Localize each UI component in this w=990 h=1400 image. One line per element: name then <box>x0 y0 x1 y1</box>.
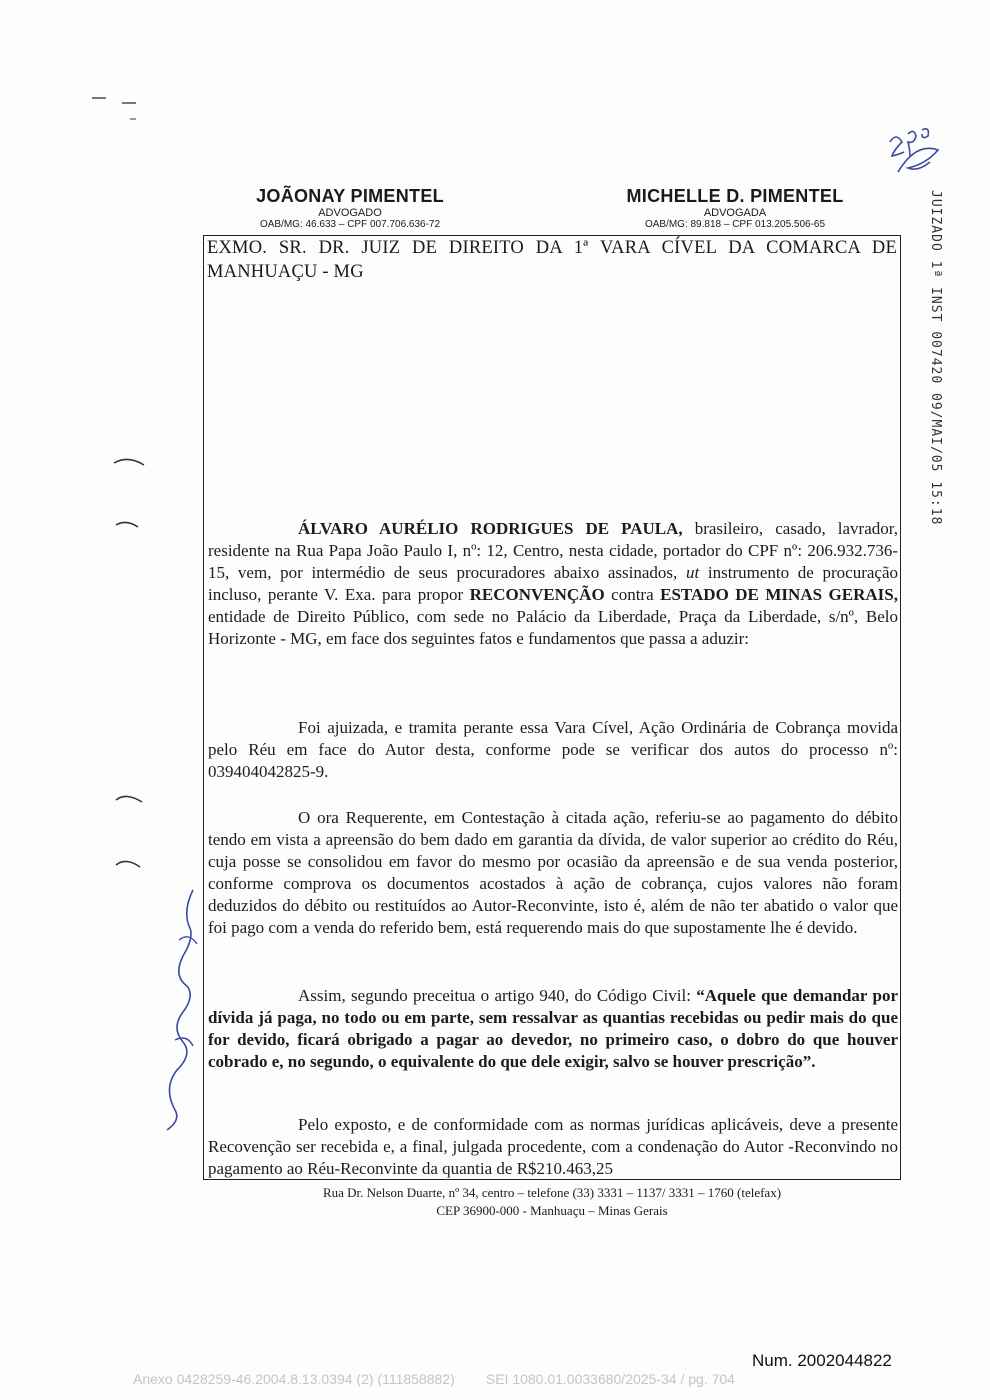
punch-hole-marks-icon <box>110 455 150 885</box>
addressee: EXMO. SR. DR. JUIZ DE DIREITO DA 1ª VARA CÍVEL DA COMARCA DE MANHUAÇU - MG <box>207 238 897 282</box>
paragraph-qualification <box>208 518 898 650</box>
scan-speck <box>130 118 136 120</box>
footer-line-2: CEP 36900-000 - Manhuaçu – Minas Gerais <box>436 1203 668 1218</box>
scan-speck <box>92 97 106 99</box>
action-title: RECONVENÇÃO <box>469 585 605 604</box>
paragraph-text: entidade de Direito Público, com sede no Palácio da Liberdade, Praça da Liberdade, s/nº, Belo Horizonte - MG, em face dos seguintes fatos e fundamentos que passa a aduzir: <box>208 607 898 648</box>
annex-reference: Anexo 0428259-46.2004.8.13.0394 (2) (111858882) SEI 1080.01.0033680/2025-34 / pg. 704 <box>133 1371 735 1387</box>
lawyer-right <box>610 186 860 230</box>
party-name: ÁLVARO AURÉLIO RODRIGUES DE PAULA, <box>298 519 683 538</box>
signature-icon <box>165 880 205 1140</box>
law-quote: “Aquele que demandar por dívida já paga, no todo ou em parte, sem ressalvar as quantias recebidas ou pedir mais do que for devido, ficará obrigado a pagar ao devedor, no primeiro caso, o dobro do que houver cobrado e, no segundo, o equivalente do que dele exigir, salvo se houver prescrição”. <box>208 986 898 1071</box>
lawyer-right-role: ADVOGADA <box>703 207 767 219</box>
lawyer-right-reg: OAB/MG: 89.818 – CPF 013.205.506-65 <box>644 219 826 230</box>
paragraph-text: Assim, segundo preceitua o artigo 940, do Código Civil: <box>298 986 697 1005</box>
defendant-name: ESTADO DE MINAS GERAIS, <box>660 585 898 604</box>
paragraph-law <box>208 985 898 1073</box>
paragraph-italic: ut <box>685 563 700 582</box>
lawyer-left-name: JOÃONAY PIMENTEL <box>256 186 444 206</box>
handwritten-page-number <box>878 112 958 192</box>
lawyer-left-reg: OAB/MG: 46.633 – CPF 007.706.636-72 <box>259 219 441 230</box>
footer-address <box>203 1184 901 1220</box>
paragraph-facts-2: O ora Requerente, em Contestação à citada ação, referiu-se ao pagamento do débito tendo em vista a apreensão do bem dado em garantia da dívida, de valor superior ao crédito do Réu, cuja posse se consolidou em favor do mesmo por ocasião da apreensão e de sua venda posterior, conforme comprova os documentos acostados à ação de cobrança, cujos valores não foram deduzidos do débito ou restituídos ao Autor-Reconvinte, isto é, além de não ter abatido o valor que foi pago com a venda do referido bem, está requerendo mais do que supostamente lhe é devido. <box>208 808 898 937</box>
lawyer-right-name: MICHELLE D. PIMENTEL <box>626 186 844 206</box>
paragraph-request: Pelo exposto, e de conformidade com as normas jurídicas aplicáveis, deve a presente Recovenção ser recebida e, a final, julgada procedente, com a condenação do Autor -Reconvindo no pagamento ao Réu-Reconvinte da quantia de R$210.463,25 <box>208 1115 898 1178</box>
document-number: Num. 2002044822 <box>752 1351 892 1370</box>
paragraph-text: brasileiro, casado, lavrador, residente na Rua Papa João Paulo I, nº: 12, Centro, nesta cidade, portador do CPF nº: 206.932.736-15, vem, por intermédio de seus procuradores abaixo assinados, <box>208 519 898 582</box>
paragraph-facts-1: Foi ajuizada, e tramita perante essa Vara Cível, Ação Ordinária de Cobrança movida pelo Réu em face do Autor desta, conforme pode se verificar dos autos do processo nº: 039404042825-9. <box>208 718 898 781</box>
paragraph-text: contra <box>604 585 661 604</box>
lawyer-left-role: ADVOGADO <box>318 207 382 219</box>
protocol-stamp-text: JUIZADO 1ª INST 007420 09/MAI/05 15:18 <box>928 190 943 526</box>
footer-line-1: Rua Dr. Nelson Duarte, nº 34, centro – telefone (33) 3331 – 1137/ 3331 – 1760 (telefax) <box>322 1185 782 1200</box>
lawyer-left <box>250 186 450 230</box>
scan-speck <box>122 102 136 104</box>
paragraph-text: instrumento de procuração incluso, perante V. Exa. para propor <box>208 563 899 604</box>
protocol-stamp <box>928 190 952 560</box>
handwritten-mark-icon <box>878 112 958 192</box>
